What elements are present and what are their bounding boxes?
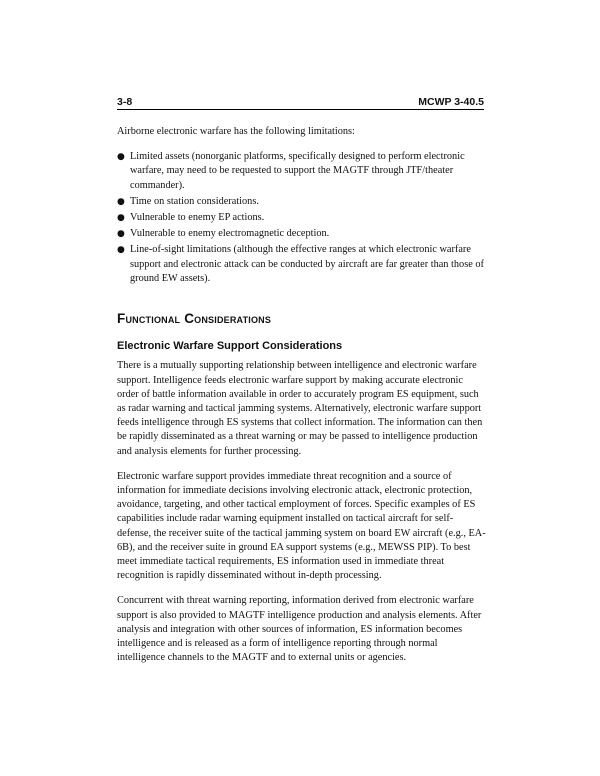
bullet-icon: ● bbox=[117, 196, 125, 207]
list-item bbox=[117, 243, 487, 286]
list-item-text: Time on station considerations. bbox=[130, 195, 259, 207]
page-number: 3-8 bbox=[117, 96, 133, 108]
bullet-icon: ● bbox=[117, 245, 125, 256]
list-item bbox=[117, 195, 487, 209]
header-rule bbox=[117, 109, 484, 110]
list-item bbox=[117, 227, 487, 241]
section-heading: Functional Considerations bbox=[117, 311, 272, 327]
bullet-icon: ● bbox=[117, 229, 125, 240]
page-body bbox=[117, 125, 487, 677]
list-item-text: Vulnerable to enemy electromagnetic deception. bbox=[130, 228, 330, 240]
document-id: MCWP 3-40.5 bbox=[418, 96, 484, 108]
list-item-text: Limited assets (nonorganic platforms, specifically designed to perform electronic warfare, may need to be requested to support the MAGTF through JTF/theater commander). bbox=[130, 151, 465, 191]
limitations-list bbox=[117, 150, 487, 286]
bullet-icon: ● bbox=[117, 213, 125, 224]
intro-paragraph: Airborne electronic warfare has the following limitations: bbox=[117, 126, 355, 137]
list-item-text: Line-of-sight limitations (although the effective ranges at which electronic warfare support and electronic attack can be conducted by aircraft are far greater than those of ground EW assets). bbox=[130, 244, 484, 284]
subsection-heading: Electronic Warfare Support Considerations bbox=[117, 340, 343, 353]
body-paragraph: Concurrent with threat warning reporting, information derived from electronic warfare support is also provided to MAGTF intelligence production and analysis elements. After analysis and integration with other sources of information, ES information becomes intelligence and is released as a form of intelligence reporting through normal intelligence channels to the MAGTF and to external units or agencies. bbox=[117, 595, 482, 664]
list-item-text: Vulnerable to enemy EP actions. bbox=[130, 212, 265, 224]
body-paragraph: Electronic warfare support provides immediate threat recognition and a source of information for immediate decisions involving electronic attack, electronic protection, avoidance, targeting, and other tactical employment of forces. Specific examples of ES capabilities include radar warning equipment installed on tactical aircraft for self-defense, the receiver suite of the tactical jamming system on board EW aircraft (e.g., EA-6B), and the receiver suite in ground EA support systems (e.g., MEWSS PIP). To best meet immediate tactical requirements, ES information used in immediate threat recognition is rapidly disseminated without in-depth processing. bbox=[117, 470, 486, 582]
list-item bbox=[117, 150, 487, 193]
list-item bbox=[117, 211, 487, 225]
bullet-icon: ● bbox=[117, 152, 125, 163]
body-paragraph: There is a mutually supporting relationship between intelligence and electronic warfare support. Intelligence feeds electronic warfare support by making accurate electronic order of battle information available in order to accurately program ES equipment, such as radar warning and tactical jamming systems. Alternatively, electronic warfare support feeds intelligence through ES systems that collect information. The information can then be rapidly disseminated as a threat warning or may be passed to intelligence production and analysis elements for further processing. bbox=[117, 360, 483, 457]
